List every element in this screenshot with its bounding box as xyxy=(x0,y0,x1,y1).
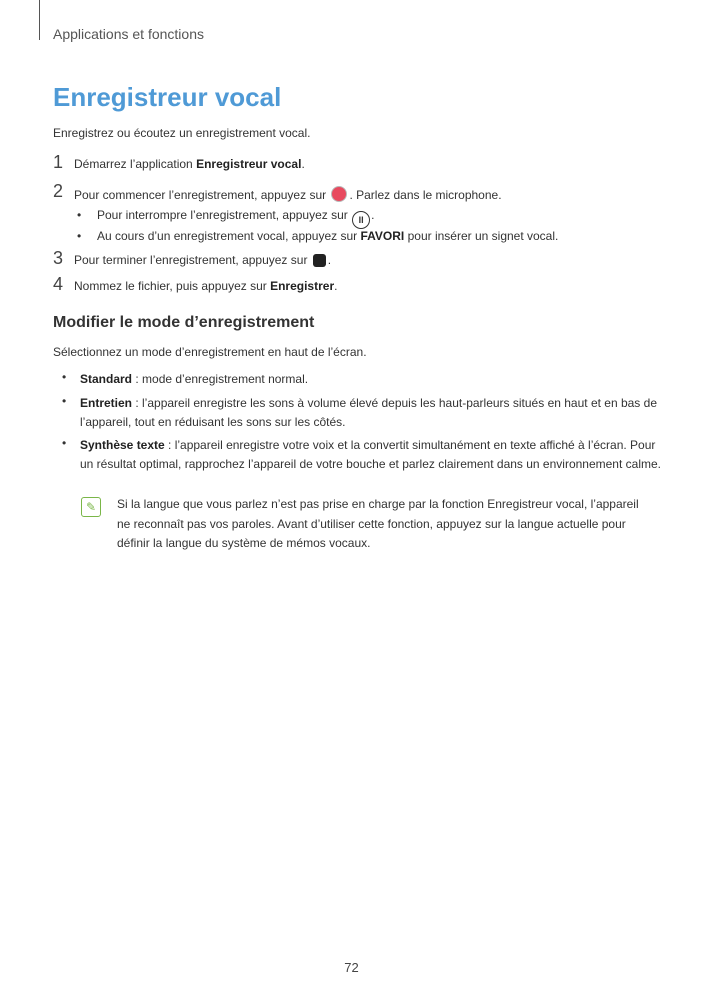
section-heading: Modifier le mode d’enregistrement xyxy=(53,314,315,331)
record-icon xyxy=(331,186,347,202)
step-text: Démarrez l’application Enregistreur vocal. xyxy=(74,157,305,171)
step-number: 3 xyxy=(53,248,64,268)
mode-name: Synthèse texte xyxy=(80,438,165,452)
section-header: Applications et fonctions xyxy=(53,26,204,42)
bullet-icon: • xyxy=(77,229,82,243)
bullet-icon: • xyxy=(77,208,82,222)
bullet-icon: • xyxy=(62,370,67,384)
bookmark-label: FAVORI xyxy=(360,229,405,243)
note-icon: ✎ xyxy=(81,497,101,517)
step-text: Pour terminer l’enregistrement, appuyez sur . xyxy=(74,253,332,267)
page-number: 72 xyxy=(344,960,359,975)
step-number: 2 xyxy=(53,181,64,201)
step-text: Pour commencer l’enregistrement, appuyez sur . Parlez dans le microphone. xyxy=(74,188,502,202)
mode-name: Standard xyxy=(80,372,133,386)
header-divider xyxy=(39,0,40,40)
bullet-icon: • xyxy=(62,436,67,450)
bullet-icon: • xyxy=(62,394,67,408)
save-label: Enregistrer xyxy=(270,279,335,293)
app-name: Enregistreur vocal xyxy=(196,157,302,171)
step-number: 4 xyxy=(53,274,64,294)
mode-name: Entretien xyxy=(80,396,133,410)
step-text: Nommez le fichier, puis appuyez sur Enregistrer. xyxy=(74,279,338,293)
page-title: Enregistreur vocal xyxy=(53,82,282,112)
pause-icon: II xyxy=(352,211,370,229)
section-intro: Sélectionnez un mode d’enregistrement en haut de l’écran. xyxy=(53,345,367,359)
step-number: 1 xyxy=(53,152,64,172)
note-text: Si la langue que vous parlez n’est pas prise en charge par la fonction Enregistreur vocal, l’appareil ne reconnaît pas vos paroles. Avant d’utiliser cette fonction, appuyez sur la langue actuelle pour définir la langue du système de mémos vocaux. xyxy=(117,497,639,550)
intro-text: Enregistrez ou écoutez un enregistrement vocal. xyxy=(53,126,311,140)
stop-icon xyxy=(313,254,326,267)
